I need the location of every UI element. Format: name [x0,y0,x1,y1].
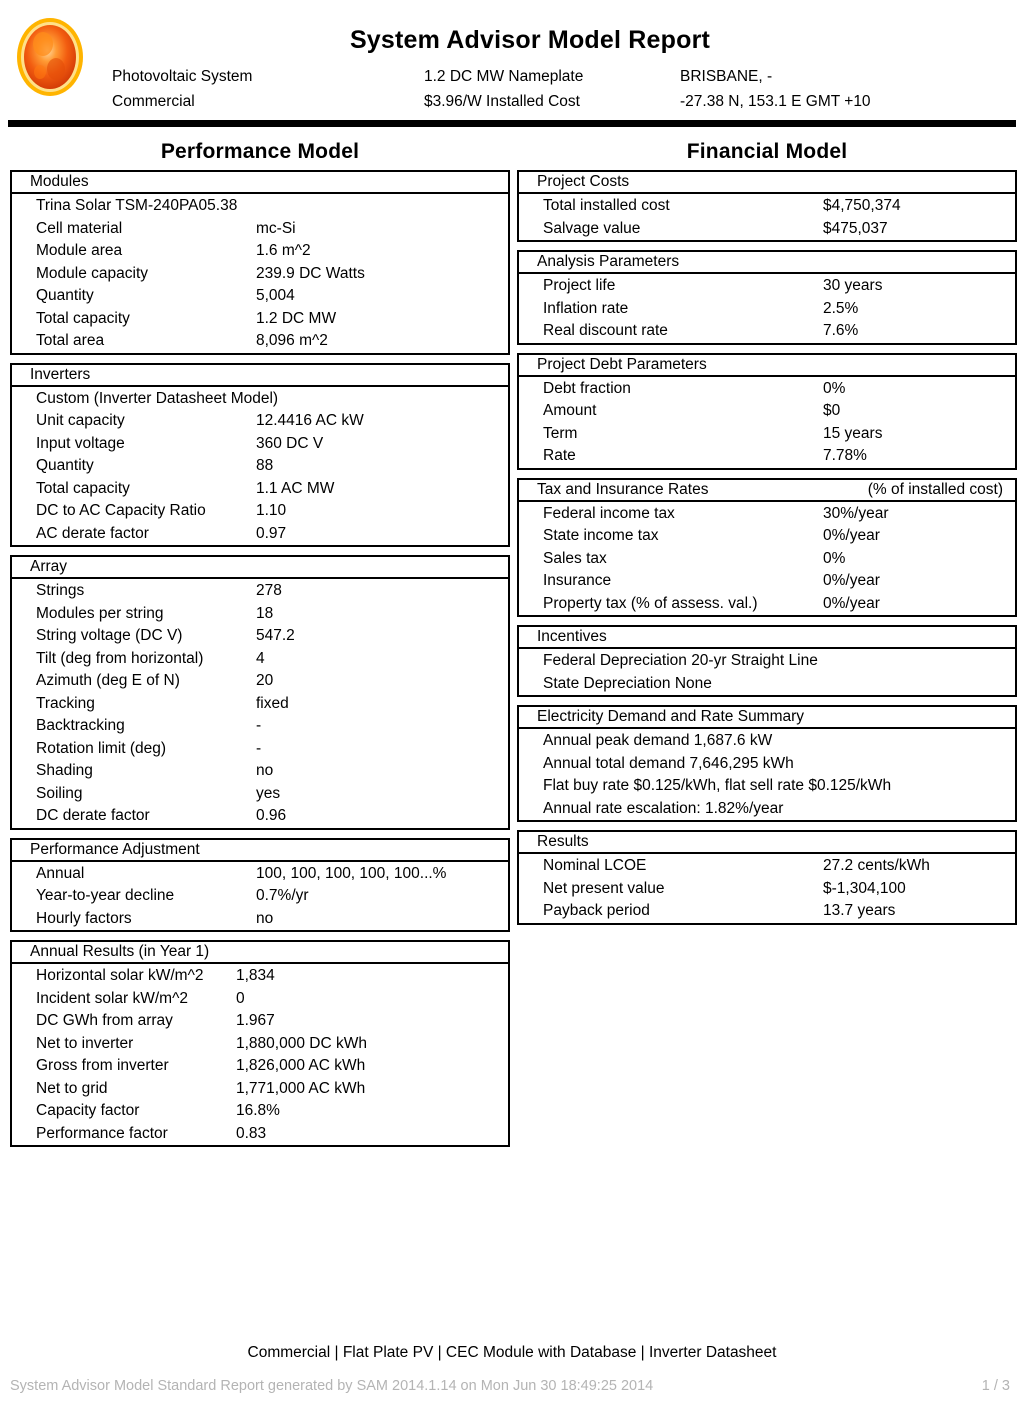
row-value: 1.10 [256,502,287,519]
electricity-text: Annual rate escalation: 1.82%/year [543,799,784,817]
header-coordinates: -27.38 N, 153.1 E GMT +10 [680,93,871,110]
electricity-text: Annual peak demand 1,687.6 kW [543,732,773,749]
row-value: 1,834 [236,967,275,984]
table-row [12,580,508,603]
section-inverters [10,363,510,548]
section-heading-label: Incentives [537,628,607,645]
row-label: DC derate factor [36,807,150,824]
table-row [12,1123,508,1146]
row-value: 1.2 DC MW [256,309,337,327]
inverter-model-row [12,388,508,411]
row-value: mc-Si [256,219,296,237]
row-value: 2.5% [823,299,859,317]
table-row [12,648,508,671]
row-value: 27.2 cents/kWh [823,857,930,874]
section-heading [12,365,508,387]
table-row [519,593,1015,616]
table-row [12,783,508,806]
row-value: 13.7 years [823,902,896,919]
table-row [519,378,1015,401]
row-value: 0% [823,379,846,397]
row-value: 0.97 [256,524,287,542]
row-label: Annual [36,864,85,882]
row-label: Net to grid [36,1079,108,1097]
section-rows [519,649,1015,695]
row-label: Property tax (% of assess. val.) [543,594,758,612]
report-header [0,0,1024,124]
section-heading-note: (% of installed cost) [867,480,1003,498]
section-heading [12,557,508,579]
row-label: Gross from inverter [36,1057,169,1074]
table-row [12,603,508,626]
row-value: $475,037 [823,219,888,237]
section-project-debt-parameters [517,353,1017,470]
table-row [519,218,1015,241]
table-row [12,1100,508,1123]
row-label: Module area [36,242,123,259]
section-heading [12,172,508,194]
electricity-line [519,753,1015,776]
row-label: Modules per string [36,604,164,622]
table-row [519,275,1015,298]
row-label: Net present value [543,879,665,897]
row-label: Hourly factors [36,909,132,927]
table-row [519,900,1015,923]
section-heading-label: Project Costs [537,173,630,190]
table-row [12,908,508,931]
table-row [519,855,1015,878]
row-value: 1.1 AC MW [256,479,335,497]
table-row [519,423,1015,446]
table-row [519,400,1015,423]
section-heading [12,942,508,964]
row-label: Performance factor [36,1124,168,1142]
section-heading-label: Analysis Parameters [537,253,680,270]
section-heading-label: Annual Results (in Year 1) [30,943,210,960]
row-label: Salvage value [543,219,641,237]
table-row [12,1010,508,1033]
row-value: 1,880,000 DC kWh [236,1034,367,1052]
row-value: 0.7%/yr [256,887,309,904]
section-rows [12,862,508,931]
row-label: Input voltage [36,434,125,452]
table-row [12,715,508,738]
row-value: 0 [236,989,245,1007]
section-rows [12,194,508,353]
row-label: String voltage (DC V) [36,627,183,644]
section-heading [519,707,1015,729]
row-label: Sales tax [543,549,607,567]
row-label: Amount [543,402,597,419]
row-value: 547.2 [256,627,295,644]
table-row [12,330,508,353]
footer-configuration: Commercial | Flat Plate PV | CEC Module with Database | Inverter Datasheet [247,1344,777,1361]
row-value: 0%/year [823,594,880,612]
row-label: Unit capacity [36,412,125,429]
section-heading-label: Results [537,833,589,850]
module-model: Trina Solar TSM-240PA05.38 [36,197,238,214]
section-heading-label: Modules [30,173,89,190]
row-label: Term [543,424,578,442]
performance-model-column [10,140,510,1155]
inverter-model: Custom (Inverter Datasheet Model) [36,389,279,407]
row-value: 100, 100, 100, 100, 100...% [256,864,447,882]
section-annual-results [10,940,510,1147]
table-row [12,693,508,716]
section-rows [519,194,1015,240]
section-heading-label: Tax and Insurance Rates [537,480,709,498]
table-row [12,1055,508,1078]
electricity-line [519,730,1015,753]
section-rows [519,274,1015,343]
row-value: 1.967 [236,1012,275,1029]
row-value: 1,771,000 AC kWh [236,1079,366,1097]
section-rows [519,377,1015,468]
section-heading [519,480,1015,502]
section-rows [519,854,1015,923]
row-label: Total installed cost [543,197,670,214]
row-label: Module capacity [36,264,149,282]
section-heading [12,840,508,862]
row-value: 88 [256,457,274,474]
table-row [519,525,1015,548]
table-row [12,738,508,761]
section-rows [12,964,508,1145]
table-row [12,410,508,433]
sun-icon [10,14,90,100]
row-label: State income tax [543,527,659,544]
module-model-row [12,195,508,218]
row-value: 4 [256,649,265,667]
row-label: DC to AC Capacity Ratio [36,502,206,519]
row-value: 0%/year [823,572,880,589]
row-label: Shading [36,762,93,779]
row-label: Quantity [36,287,94,304]
financial-model-column [517,140,1017,933]
row-value: 30%/year [823,504,889,522]
table-row [519,445,1015,468]
row-value: no [256,909,274,927]
section-performance-adjustment [10,838,510,933]
table-row [519,878,1015,901]
electricity-text: Flat buy rate $0.125/kWh, flat sell rate $0.125/kWh [543,777,892,794]
table-row [519,298,1015,321]
table-row [12,965,508,988]
section-analysis-parameters [517,250,1017,345]
row-value: 0.96 [256,807,287,824]
header-nameplate: 1.2 DC MW Nameplate [424,68,584,85]
performance-model-title: Performance Model [160,140,360,163]
row-label: Cell material [36,219,123,237]
row-label: Capacity factor [36,1102,140,1119]
row-value: 278 [256,582,282,599]
table-row [12,805,508,828]
section-results [517,830,1017,925]
row-value: 0%/year [823,527,880,544]
row-label: Tracking [36,694,95,712]
row-label: Real discount rate [543,322,668,339]
section-heading-label: Project Debt Parameters [537,355,707,373]
table-row [12,478,508,501]
row-value: 12.4416 AC kW [256,412,364,429]
section-incentives [517,625,1017,697]
table-row [12,523,508,546]
section-heading [519,627,1015,649]
incentive-text: Federal Depreciation 20-yr Straight Line [543,652,818,669]
table-row [12,988,508,1011]
row-label: Rate [543,447,576,464]
table-row [12,1033,508,1056]
row-value: fixed [256,694,289,712]
row-value: $4,750,374 [823,197,901,214]
row-label: Incident solar kW/m^2 [36,989,188,1007]
section-project-costs [517,170,1017,242]
row-value: 20 [256,672,274,689]
footer-generated-info: System Advisor Model Standard Report generated by SAM 2014.1.14 on Mon Jun 30 18:49:25 2014 [10,1378,654,1394]
row-label: Quantity [36,457,94,474]
table-row [12,760,508,783]
table-row [519,195,1015,218]
section-rows [12,579,508,828]
row-value: 1,826,000 AC kWh [236,1057,366,1074]
row-value: 7.78% [823,447,867,464]
section-heading-label: Electricity Demand and Rate Summary [537,708,805,725]
row-value: $-1,304,100 [823,879,906,897]
table-row [12,433,508,456]
row-value: 239.9 DC Watts [256,264,365,282]
row-label: DC GWh from array [36,1012,173,1029]
section-heading [519,355,1015,377]
row-label: AC derate factor [36,524,149,542]
financial-model-title: Financial Model [686,140,848,163]
table-row [12,670,508,693]
table-row [12,263,508,286]
table-row [12,240,508,263]
row-label: Federal income tax [543,504,675,522]
section-modules [10,170,510,355]
row-value: - [256,717,262,734]
row-label: Project life [543,277,616,294]
table-row [519,548,1015,571]
row-value: yes [256,784,281,802]
row-label: Payback period [543,902,650,919]
row-label: Backtracking [36,717,125,734]
section-heading [519,252,1015,274]
row-label: Horizontal solar kW/m^2 [36,967,204,984]
footer-page-number: 1 / 3 [981,1378,1010,1394]
table-row [519,570,1015,593]
row-value: - [256,739,262,757]
row-label: Tilt (deg from horizontal) [36,649,204,667]
row-label: Insurance [543,572,612,589]
row-label: Debt fraction [543,379,631,397]
electricity-line [519,798,1015,821]
row-label: Azimuth (deg E of N) [36,672,180,689]
electricity-text: Annual total demand 7,646,295 kWh [543,754,794,772]
table-row [12,285,508,308]
row-label: Nominal LCOE [543,857,647,874]
table-row [12,625,508,648]
row-label: Total capacity [36,309,130,327]
section-heading [519,832,1015,854]
section-heading-label: Performance Adjustment [30,840,200,858]
table-row [12,863,508,886]
row-value: 16.8% [236,1102,280,1119]
row-label: Total capacity [36,479,130,497]
electricity-line [519,775,1015,798]
table-row [12,218,508,241]
table-row [12,308,508,331]
table-row [12,1078,508,1101]
row-value: no [256,762,274,779]
header-market: Commercial [112,93,195,110]
row-label: Net to inverter [36,1034,134,1052]
incentive-line [519,673,1015,696]
page-title: System Advisor Model Report [349,26,711,54]
row-label: Total area [36,332,105,349]
table-row [519,503,1015,526]
table-row [12,885,508,908]
section-array [10,555,510,830]
section-rows [519,502,1015,616]
row-value: 1.6 m^2 [256,242,311,259]
row-label: Year-to-year decline [36,887,175,904]
row-value: 15 years [823,424,883,442]
row-value: 8,096 m^2 [256,332,328,349]
header-installed-cost: $3.96/W Installed Cost [424,93,580,110]
section-heading-label: Inverters [30,365,91,383]
section-rows [519,729,1015,820]
table-row [12,455,508,478]
header-system-type: Photovoltaic System [112,68,253,85]
row-label: Strings [36,582,85,599]
row-value: 0% [823,549,846,567]
header-divider [8,120,1016,127]
header-location: BRISBANE, - [680,68,773,85]
section-heading-label: Array [30,558,68,575]
row-label: Inflation rate [543,299,629,317]
row-value: 7.6% [823,322,859,339]
row-value: 30 years [823,277,883,294]
row-label: Rotation limit (deg) [36,739,167,757]
row-value: 18 [256,604,274,622]
row-value: 5,004 [256,287,295,304]
section-electricity-demand-and-rate-summary [517,705,1017,822]
section-rows [12,387,508,546]
row-label: Soiling [36,784,83,802]
incentive-line [519,650,1015,673]
table-row [12,500,508,523]
row-value: 360 DC V [256,434,324,452]
table-row [519,320,1015,343]
row-value: $0 [823,402,841,419]
section-heading [519,172,1015,194]
row-value: 0.83 [236,1124,267,1142]
incentive-text: State Depreciation None [543,674,712,692]
section-tax-and-insurance-rates [517,478,1017,618]
